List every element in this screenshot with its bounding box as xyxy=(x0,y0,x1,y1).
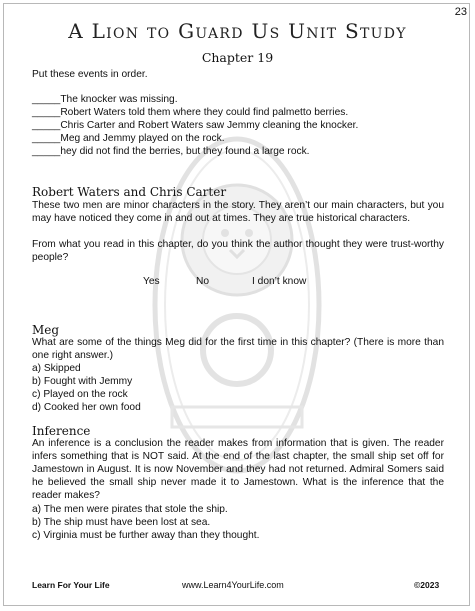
robert-paragraph: These two men are minor characters in the story. They aren’t our main characters, but you may have noticed they come in and out at times. They are true historical characters. xyxy=(32,200,444,224)
option-no: No xyxy=(196,276,210,287)
order-item: _____Chris Carter and Robert Waters saw Jemmy cleaning the knocker. xyxy=(32,120,359,131)
option-yes: Yes xyxy=(143,276,160,287)
meg-answer: a) Skipped xyxy=(32,363,81,374)
inference-answer: b) The ship must have been lost at sea. xyxy=(32,517,211,528)
section-heading-robert: Robert Waters and Chris Carter xyxy=(32,185,227,199)
page-number: 23 xyxy=(454,6,467,18)
footer-copyright: ©2023 xyxy=(414,580,440,590)
chapter-heading: Chapter 19 xyxy=(201,50,274,65)
section-heading-inference: Inference xyxy=(32,424,91,438)
inference-answer: c) Virginia must be further away than they thought. xyxy=(32,530,260,541)
section-heading-meg: Meg xyxy=(32,323,60,337)
robert-question: From what you read in this chapter, do you think the author thought they were trust-worthy people? xyxy=(32,239,444,263)
order-instruction: Put these events in order. xyxy=(32,69,148,80)
footer-website-link[interactable]: www.Learn4YourLife.com xyxy=(182,580,284,590)
inference-answer: a) The men were pirates that stole the ship. xyxy=(32,504,228,515)
meg-answer: d) Cooked her own food xyxy=(32,402,141,413)
order-item: _____Robert Waters told them where they could find palmetto berries. xyxy=(32,107,349,118)
option-dont-know: I don’t know xyxy=(252,276,307,287)
page-title: A Lion to Guard Us Unit Study xyxy=(68,19,407,43)
meg-question: What are some of the things Meg did for the first time in this chapter? (There is more than one right answer.) xyxy=(32,337,444,361)
order-item: _____The knocker was missing. xyxy=(32,94,178,105)
order-item: _____hey did not find the berries, but they found a large rock. xyxy=(32,146,310,157)
meg-answer: c) Played on the rock xyxy=(32,389,128,400)
inference-paragraph: An inference is a conclusion the reader makes from information that is given. The reader infers something that is NOT said. At the end of the last chapter, the small ship set off for Jamestown in August. It is now November and they had not returned. Admiral Somers said he believed the small ship never made it to Jamestown. What is the inference that the reader makes? xyxy=(32,438,444,501)
footer-brand: Learn For Your Life xyxy=(32,580,110,590)
order-item: _____Meg and Jemmy played on the rock. xyxy=(32,133,225,144)
meg-answer: b) Fought with Jemmy xyxy=(32,376,133,387)
